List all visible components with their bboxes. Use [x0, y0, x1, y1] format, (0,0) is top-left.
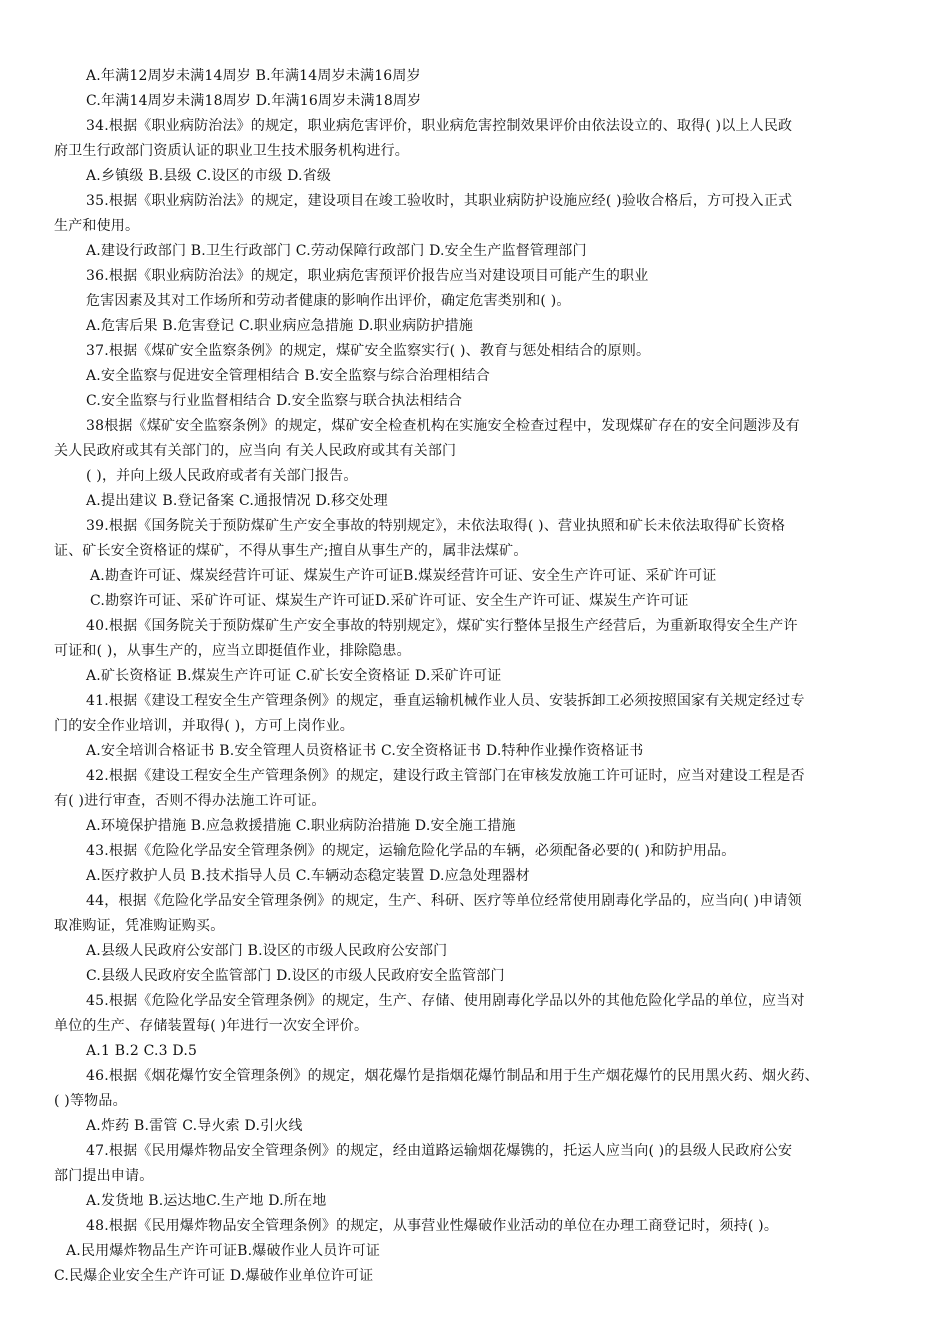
question-42-cont: 有( )进行审查，否则不得办法施工许可证。	[54, 793, 326, 809]
question-45: 45.根据《危险化学品安全管理条例》的规定，生产、存储、使用剧毒化学品以外的其他危险化学品的单位，应当对	[86, 993, 805, 1009]
question-38-cont: 关人民政府或其有关部门的，应当向 有关人民政府或其有关部门	[54, 443, 457, 459]
question-44-cont: 取准购证，凭准购证购买。	[54, 918, 225, 934]
option-line: A.医疗救护人员 B.技术指导人员 C.车辆动态稳定装置 D.应急处理器材	[86, 868, 530, 884]
question-44: 44，根据《危险化学品安全管理条例》的规定，生产、科研、医疗等单位经常使用剧毒化学品的，应当向( )申请领	[86, 893, 802, 909]
question-47: 47.根据《民用爆炸物品安全管理条例》的规定，经由道路运输烟花爆镌的，托运人应当向( )的县级人民政府公安	[86, 1143, 793, 1159]
option-line: C.县级人民政府安全监管部门 D.设区的市级人民政府安全监管部门	[86, 968, 505, 984]
question-35-cont: 生产和使用。	[54, 218, 140, 234]
question-36: 36.根据《职业病防治法》的规定，职业病危害预评价报告应当对建设项目可能产生的职业	[86, 268, 649, 284]
question-40-cont: 可证和( )，从事生产的，应当立即挺值作业，排除隐患。	[54, 643, 411, 659]
question-39-cont: 证、矿长安全资格证的煤矿，不得从事生产;擅自从事生产的，属非法煤矿。	[54, 543, 528, 559]
question-40: 40.根据《国务院关于预防煤矿生产安全事故的特别规定》，煤矿实行整体呈报生产经营后，为重新取得安全生产许	[86, 618, 798, 634]
question-42: 42.根据《建设工程安全生产管理条例》的规定，建设行政主管部门在审核发放施工许可证时，应当对建设工程是否	[86, 768, 805, 784]
question-46: 46.根据《烟花爆竹安全管理条例》的规定，烟花爆竹是指烟花爆竹制品和用于生产烟花爆竹的民用黑火药、烟火药、	[86, 1068, 819, 1084]
question-41: 41.根据《建设工程安全生产管理条例》的规定，垂直运输机械作业人员、安装拆卸工必须按照国家有关规定经过专	[86, 693, 805, 709]
option-line: C.民爆企业安全生产许可证 D.爆破作业单位许可证	[54, 1268, 374, 1284]
option-line: A.危害后果 B.危害登记 C.职业病应急措施 D.职业病防护措施	[86, 318, 474, 334]
option-line: C.勘察许可证、采矿许可证、煤炭生产许可证D.采矿许可证、安全生产许可证、煤炭生产许可证	[90, 593, 689, 609]
question-41-cont: 门的安全作业培训，并取得( )，方可上岗作业。	[54, 718, 354, 734]
option-line: A.勘查许可证、煤炭经营许可证、煤炭生产许可证B.煤炭经营许可证、安全生产许可证、采矿许可证	[90, 568, 717, 584]
option-line: A.炸药 B.雷管 C.导火索 D.引火线	[86, 1118, 303, 1134]
option-line: C.安全监察与行业监督相结合 D.安全监察与联合执法相结合	[86, 393, 463, 409]
question-45-cont: 单位的生产、存储装置每( )年进行一次安全评价。	[54, 1018, 369, 1034]
option-line: A.建设行政部门 B.卫生行政部门 C.劳动保障行政部门 D.安全生产监督管理部门	[86, 243, 587, 259]
question-35: 35.根据《职业病防治法》的规定，建设项目在竣工验收时，其职业病防护设施应经( )验收合格后，方可投入正式	[86, 193, 793, 209]
question-48: 48.根据《民用爆炸物品安全管理条例》的规定，从事营业性爆破作业活动的单位在办理工商登记时，须持( )。	[86, 1218, 779, 1234]
question-43: 43.根据《危险化学品安全管理条例》的规定，运输危险化学品的车辆，必须配备必要的( )和防护用品。	[86, 843, 736, 859]
question-38: 38根据《煤矿安全监察条例》的规定，煤矿安全检查机构在实施安全检查过程中，发现煤矿存在的安全问题涉及有	[86, 418, 801, 434]
option-line: A.县级人民政府公安部门 B.设区的市级人民政府公安部门	[86, 943, 448, 959]
option-line: A.年满12周岁未满14周岁 B.年满14周岁未满16周岁	[86, 68, 421, 84]
option-line: A.乡镇级 B.县级 C.设区的市级 D.省级	[86, 168, 332, 184]
question-46-cont: ( )等物品。	[54, 1093, 127, 1109]
option-line: C.年满14周岁未满18周岁 D.年满16周岁未满18周岁	[86, 93, 422, 109]
question-47-cont: 部门提出申请。	[54, 1168, 154, 1184]
question-39: 39.根据《国务院关于预防煤矿生产安全事故的特别规定》，未依法取得( )、营业执照和矿长未依法取得矿长资格	[86, 518, 786, 534]
question-38-cont: ( )，并向上级人民政府或者有关部门报告。	[86, 468, 358, 484]
option-line: A.矿长资格证 B.煤炭生产许可证 C.矿长安全资格证 D.采矿许可证	[86, 668, 502, 684]
option-line: A.提出建议 B.登记备案 C.通报情况 D.移交处理	[86, 493, 388, 509]
option-line: A.环境保护措施 B.应急救援措施 C.职业病防治措施 D.安全施工措施	[86, 818, 516, 834]
option-line: A.1 B.2 C.3 D.5	[86, 1043, 198, 1059]
option-line: A.民用爆炸物品生产许可证B.爆破作业人员许可证	[66, 1243, 381, 1259]
option-line: A.安全培训合格证书 B.安全管理人员资格证书 C.安全资格证书 D.特种作业操作资格证书	[86, 743, 644, 759]
option-line: A.安全监察与促进安全管理相结合 B.安全监察与综合治理相结合	[86, 368, 490, 384]
option-line: A.发货地 B.运达地C.生产地 D.所在地	[86, 1193, 327, 1209]
question-36-cont: 危害因素及其对工作场所和劳动者健康的影响作出评价，确定危害类别和( )。	[86, 293, 571, 309]
question-34: 34.根据《职业病防治法》的规定，职业病危害评价，职业病危害控制效果评价由依法设立的、取得( )以上人民政	[86, 118, 793, 134]
question-37: 37.根据《煤矿安全监察条例》的规定，煤矿安全监察实行( )、教育与惩处相结合的原则。	[86, 343, 651, 359]
question-34-cont: 府卫生行政部门资质认证的职业卫生技术服务机构进行。	[54, 143, 409, 159]
